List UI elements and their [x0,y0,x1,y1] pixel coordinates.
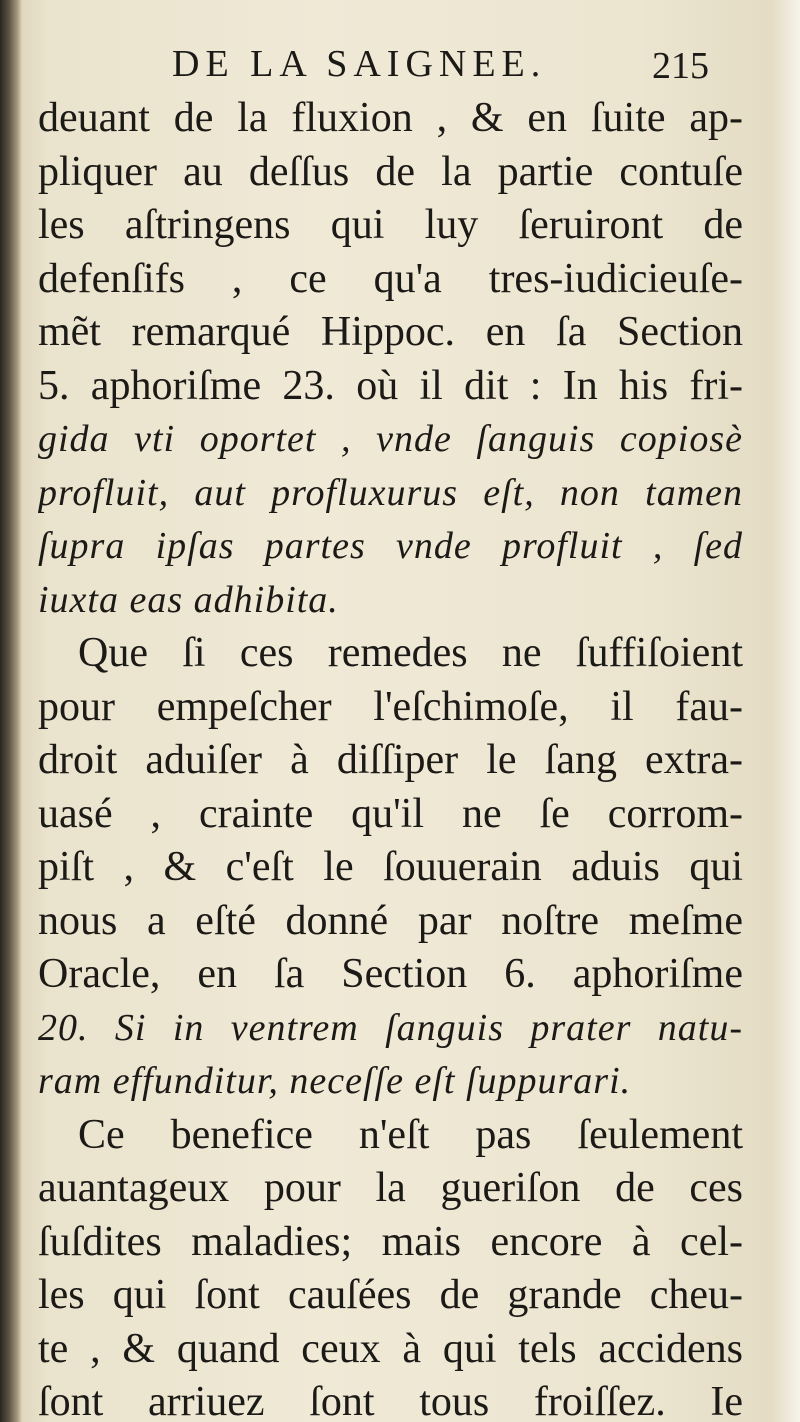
text-line: defenſifs , ce qu'a tres-iudicieuſe- [38,255,743,302]
page-edge [770,0,800,1422]
latin-quote-line: iuxta eas adhibita. [38,578,339,621]
text-line: pour empeſcher l'eſchimoſe, il fau- [38,683,743,730]
running-title: DE LA SAIGNEE. [172,43,547,85]
text-line: te , & quand ceux à qui tels accidens [38,1325,743,1372]
text-line: nous a eſté donné par noſtre meſme [38,897,743,944]
latin-quote-line: ram effunditur, neceſſe eſt ſuppurari. [38,1060,632,1102]
latin-quote-line: profluit, aut profluxurus eſt, non tamen [38,471,743,514]
text-line: ſuſdites maladies; mais encore à cel- [38,1218,743,1265]
text-line: Oracle, en ſa Section 6. aphoriſme [38,951,743,997]
text-line: droit aduiſer à diſſiper le ſang extra- [38,737,743,783]
paragraph-start-line: Ce benefice n'eſt pas ſeulement [78,1111,743,1158]
text-line: deuant de la fluxion , & en ſuite ap- [38,95,743,141]
text-line: piſt , & c'eſt le ſouuerain aduis qui [38,844,743,890]
text-line: pliquer au deſſus de la partie contuſe [38,148,743,195]
text-line: uasé , crainte qu'il ne ſe corrom- [38,790,743,837]
text-line: ſont arriuez ſont tous froiſſez. Ie [38,1379,743,1422]
body-text [38,92,743,1422]
text-line: auantageux pour la gueriſon de ces [38,1165,743,1211]
latin-quote-line: 20. Si in ventrem ſanguis prater natu- [38,1006,743,1049]
text-line: les aſtringens qui luy ſeruiront de [38,202,743,248]
page-number: 215 [652,45,709,87]
latin-quote-line: gida vti oportet , vnde ſanguis copiosè [38,418,743,460]
text-line: mẽt remarqué Hippoc. en ſa Section [38,309,743,355]
paragraph-start-line: Que ſi ces remedes ne ſuffiſoient [78,630,743,676]
text-line: les qui ſont cauſées de grande cheu- [38,1272,743,1318]
latin-quote-line: ſupra ipſas partes vnde profluit , ſed [38,525,743,567]
page-binding-shadow [0,0,22,1422]
text-line: 5. aphoriſme 23. où il dit : In his fri- [38,362,743,409]
